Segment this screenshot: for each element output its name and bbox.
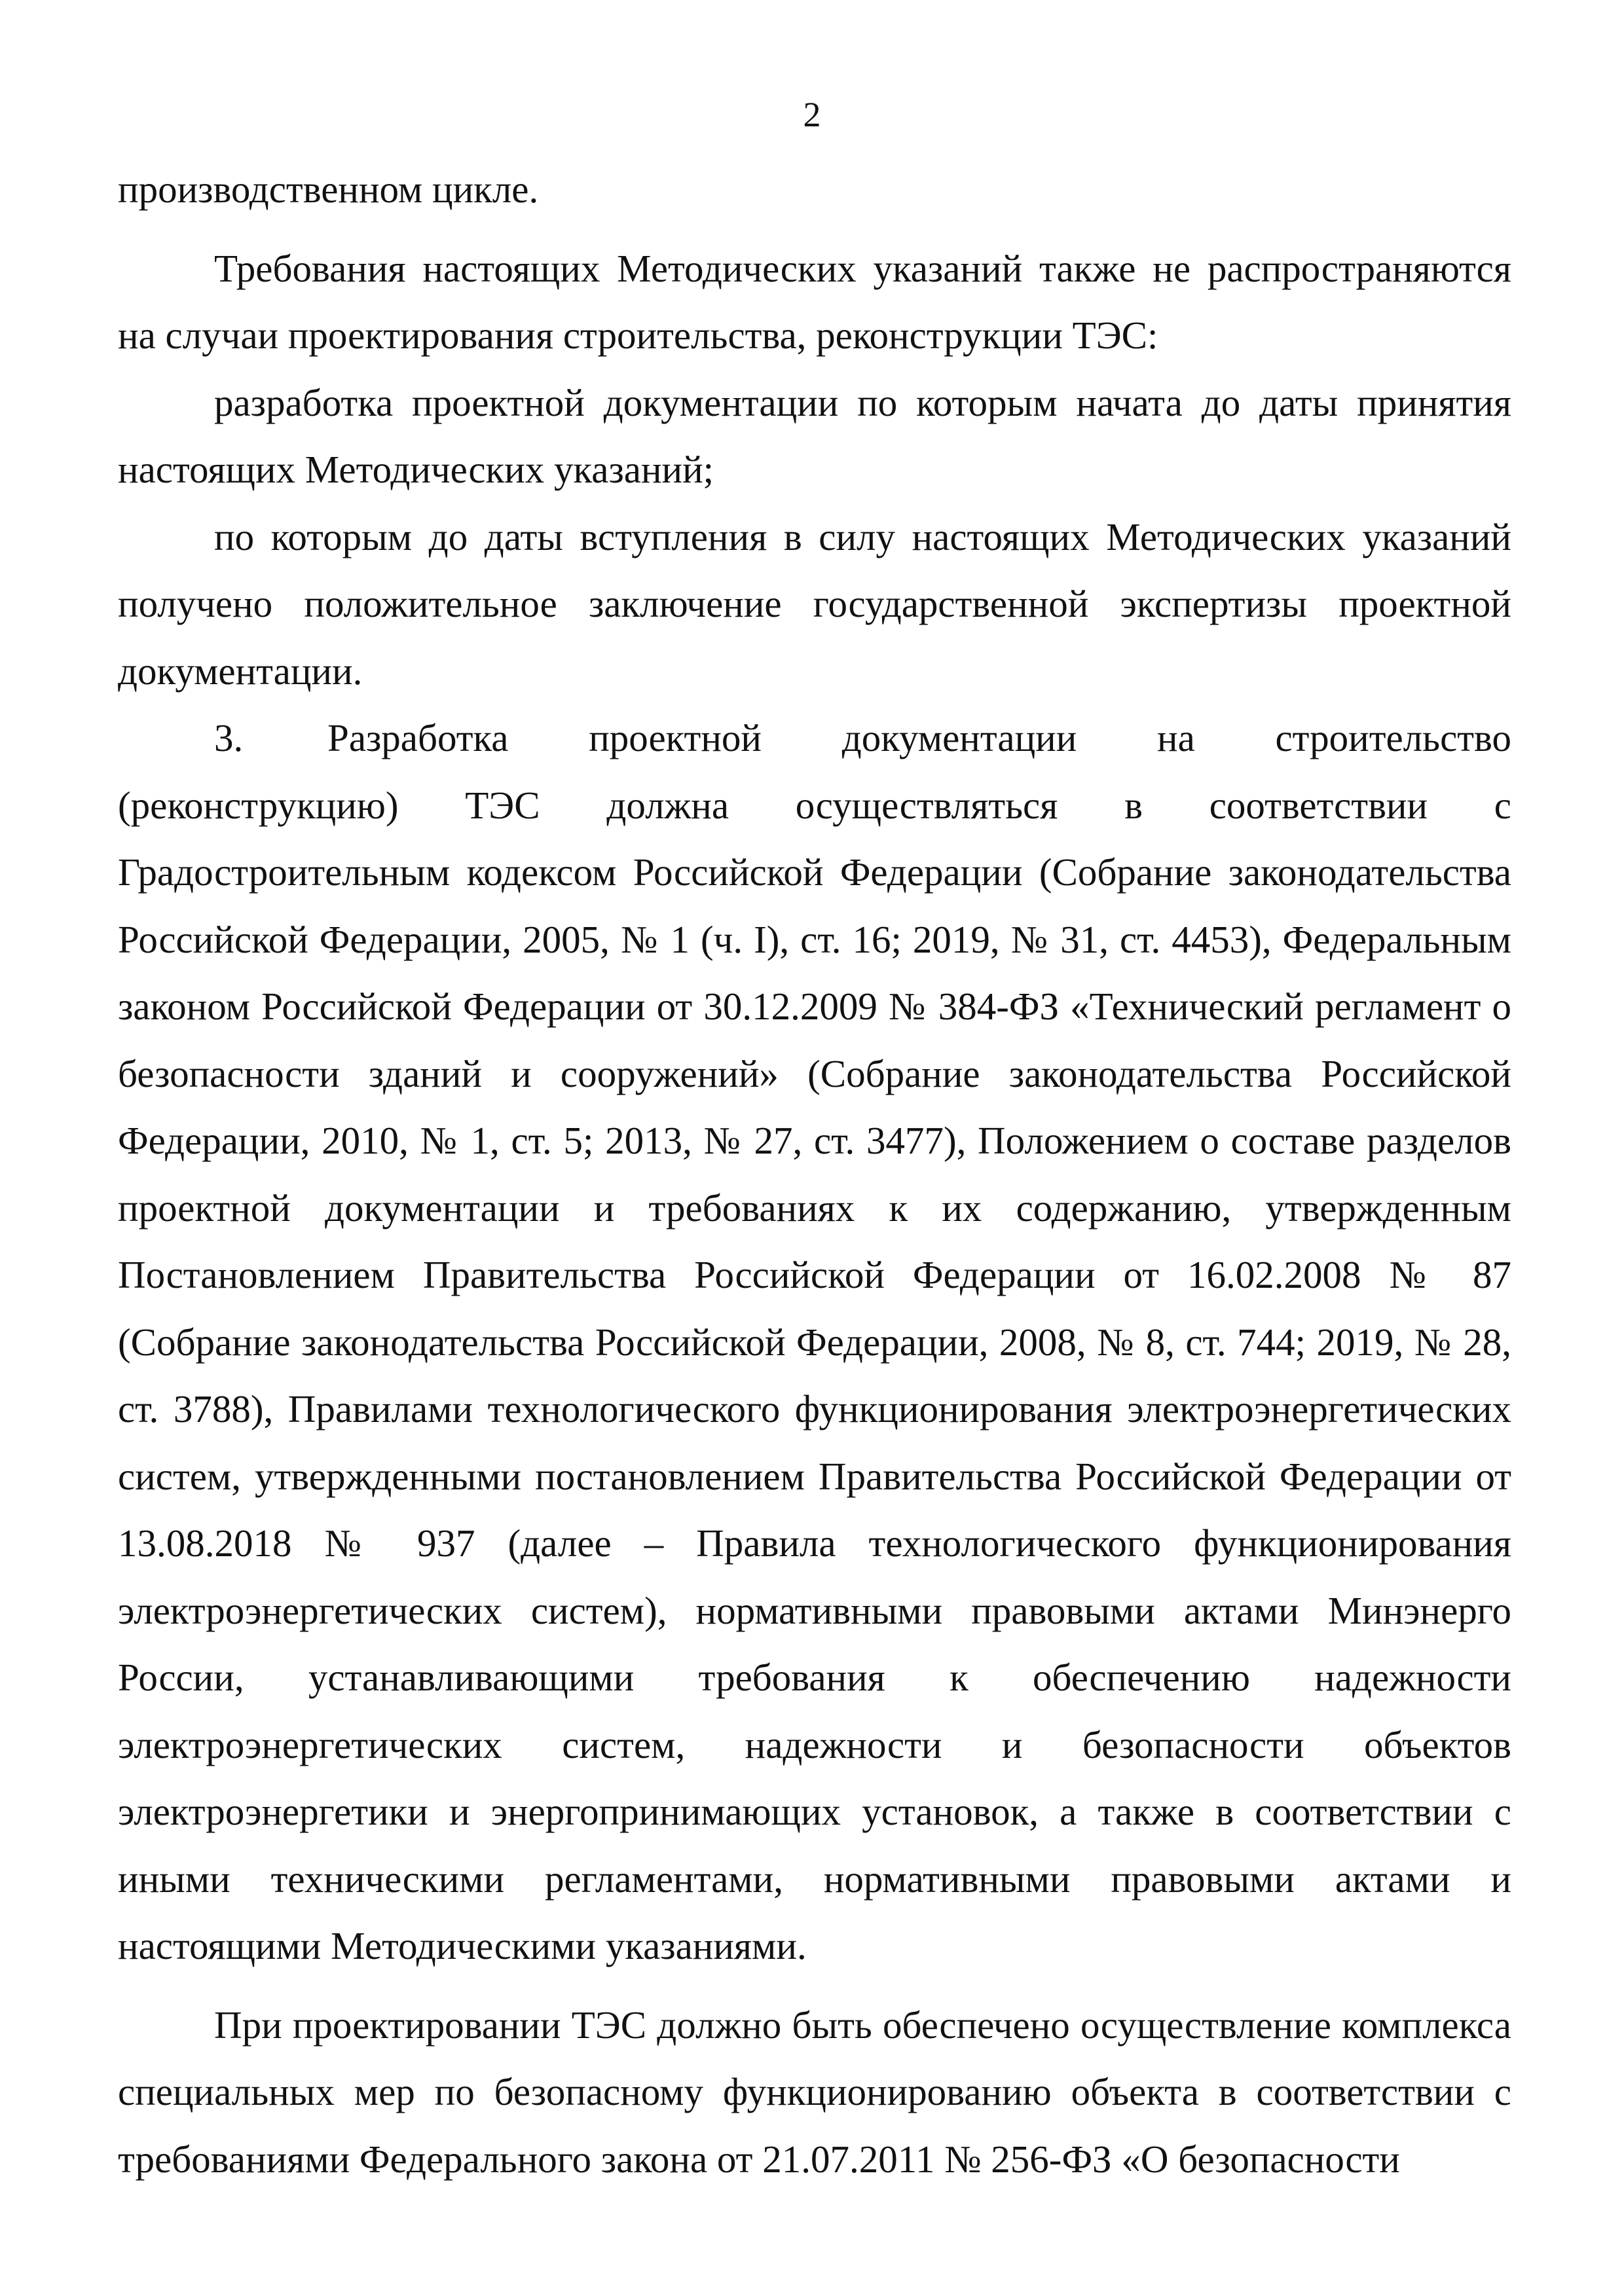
section-number: 3. xyxy=(214,716,244,759)
document-body xyxy=(118,156,1511,2193)
paragraph-security-measures: При проектировании ТЭС должно быть обеспечено осуществление комплекса специальных мер по безопасному функционированию объекта в соответствии с требованиями Федерального закона от 21.07.2011 № 256-ФЗ «О безопасности xyxy=(118,2003,1511,2181)
page-number: 2 xyxy=(803,95,821,134)
paragraph-exclusions-intro: Требования настоящих Методических указаний также не распространяются на случаи проектирования строительства, реконструкции ТЭС: xyxy=(118,246,1511,357)
paragraph-exclusion-item-1: разработка проектной документации по которым начата до даты принятия настоящих Методических указаний; xyxy=(118,380,1511,491)
paragraph-exclusion-item-2: по которым до даты вступления в силу настоящих Методических указаний получено положительное заключение государственной экспертизы проектной документации. xyxy=(118,515,1511,693)
section-3-text: Разработка проектной документации на строительство (реконструкцию) ТЭС должна осуществляться в соответствии с Градостроительным кодексом Российской Федерации (Собрание законодательства Российской Федерации, 2005, № 1 (ч. I), ст. 16; 2019, № 31, ст. 4453), Федеральным законом Российской Федерации от 30.12.2009 № 384-ФЗ «Технический регламент о безопасности зданий и сооружений» (Собрание законодательства Российской Федерации, 2010, № 1, ст. 5; 2013, № 27, ст. 3477), Положением о составе разделов проектной документации и требованиях к их содержанию, утвержденным Постановлением Правительства Российской Федерации от 16.02.2008 № 87 (Собрание законодательства Российской Федерации, 2008, № 8, ст. 744; 2019, № 28, ст. 3788), Правилами технологического функционирования электроэнергетических систем, утвержденными постановлением Правительства Российской Федерации от 13.08.2018 № 937 (далее – Правила технологического функционирования электроэнергетических систем), нормативными правовыми актами Минэнерго России, устанавливающими требования к обеспечению надежности электроэнергетических систем, надежности и безопасности объектов электроэнергетики и энергопринимающих установок, а также в соответствии с иными техническими регламентами, нормативными правовыми актами и настоящими Методическими указаниями. xyxy=(118,716,1511,1967)
paragraph-continuation: производственном цикле. xyxy=(118,168,539,211)
paragraph-section-3 xyxy=(118,704,1511,1980)
